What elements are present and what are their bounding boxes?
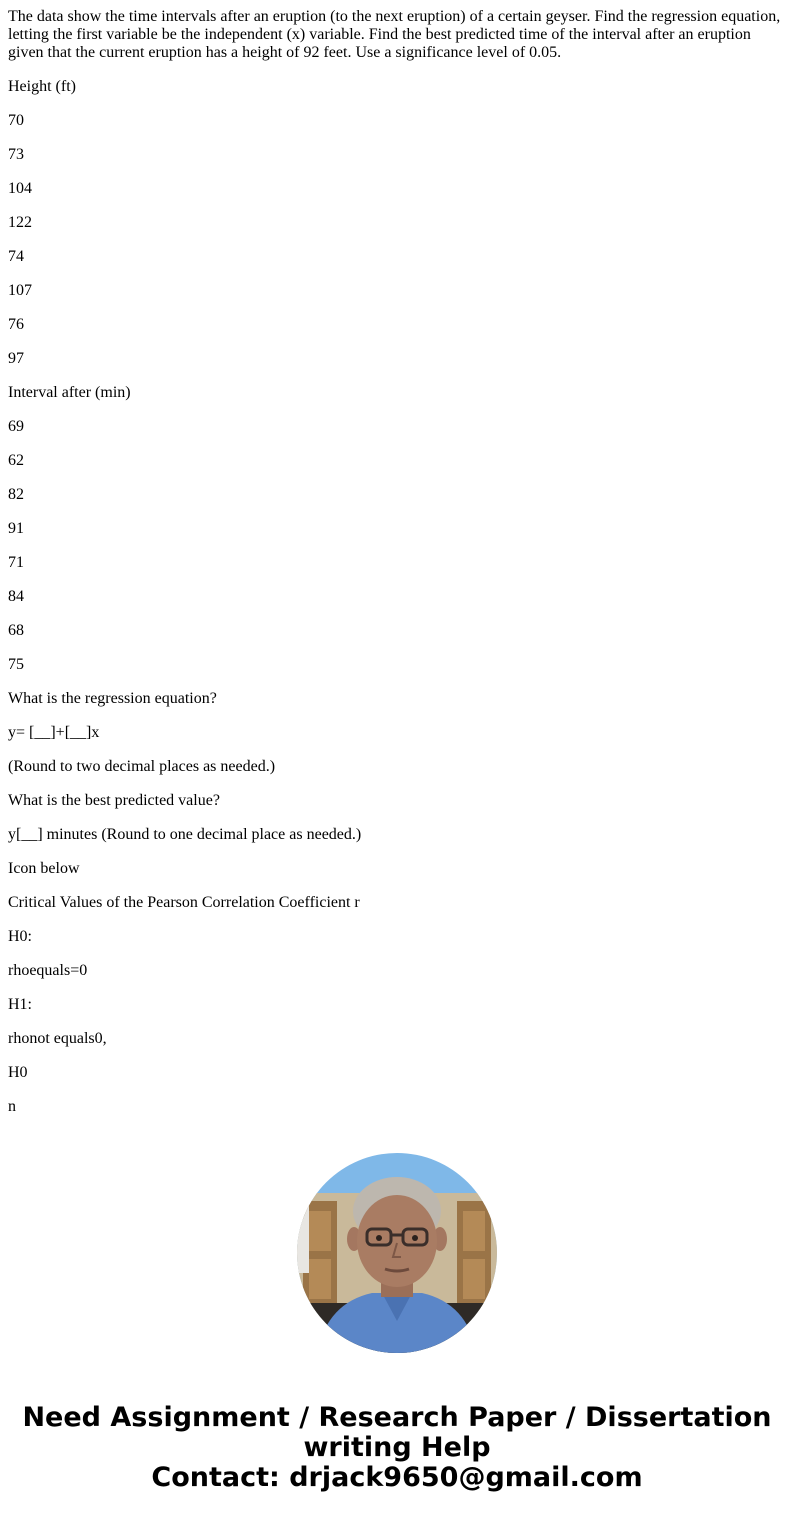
text-line: 122 bbox=[8, 214, 32, 231]
text-line: What is the best predicted value? bbox=[8, 792, 220, 809]
text-line: 69 bbox=[8, 418, 24, 435]
text-line: n bbox=[8, 1098, 16, 1115]
text-line: What is the regression equation? bbox=[8, 690, 217, 707]
text-line: 73 bbox=[8, 146, 24, 163]
text-line: (Round to two decimal places as needed.) bbox=[8, 758, 276, 775]
text-line: 107 bbox=[8, 282, 32, 299]
text-line: 62 bbox=[8, 452, 24, 469]
text-line: Critical Values of the Pearson Correlation Coefficient r bbox=[8, 894, 360, 911]
text-line: 84 bbox=[8, 588, 24, 605]
text-line: 97 bbox=[8, 350, 24, 367]
text-line: Icon below bbox=[8, 860, 80, 877]
text-line: rhonot equals0, bbox=[8, 1030, 107, 1047]
text-line: 82 bbox=[8, 486, 24, 503]
promo-contact: Contact: drjack9650@gmail.com bbox=[151, 1462, 643, 1493]
text-line: 76 bbox=[8, 316, 24, 333]
text-line: 68 bbox=[8, 622, 24, 639]
promo-line: Need Assignment / Research Paper / Dissertation bbox=[22, 1402, 772, 1433]
text-line: y= [__]+[__]x bbox=[8, 724, 100, 741]
text-line: H0: bbox=[8, 928, 32, 945]
text-line: 71 bbox=[8, 554, 24, 571]
text-line: 74 bbox=[8, 248, 24, 265]
text-line: Interval after (min) bbox=[8, 384, 131, 401]
text-line: rhoequals=0 bbox=[8, 962, 88, 979]
question-content bbox=[8, 8, 786, 1132]
text-line: y[__] minutes (Round to one decimal place as needed.) bbox=[8, 826, 362, 843]
promo-line: writing Help bbox=[303, 1432, 491, 1463]
text-line: 75 bbox=[8, 656, 24, 673]
question-intro: The data show the time intervals after an eruption (to the next eruption) of a certain geyser. Find the regression equation, letting the first variable be the independent (x) variable. Find the best predicted time of the interval after an eruption given that the current eruption has a height of 92 feet. Use a significance level of 0.05. bbox=[8, 8, 781, 61]
text-line: H0 bbox=[8, 1064, 28, 1081]
promo-banner bbox=[0, 1403, 794, 1493]
text-line: 91 bbox=[8, 520, 24, 537]
text-line: 70 bbox=[8, 112, 24, 129]
text-line: 104 bbox=[8, 180, 32, 197]
person-portrait-icon bbox=[297, 1153, 497, 1353]
text-line: Height (ft) bbox=[8, 78, 76, 95]
text-line: H1: bbox=[8, 996, 32, 1013]
avatar bbox=[297, 1153, 497, 1353]
